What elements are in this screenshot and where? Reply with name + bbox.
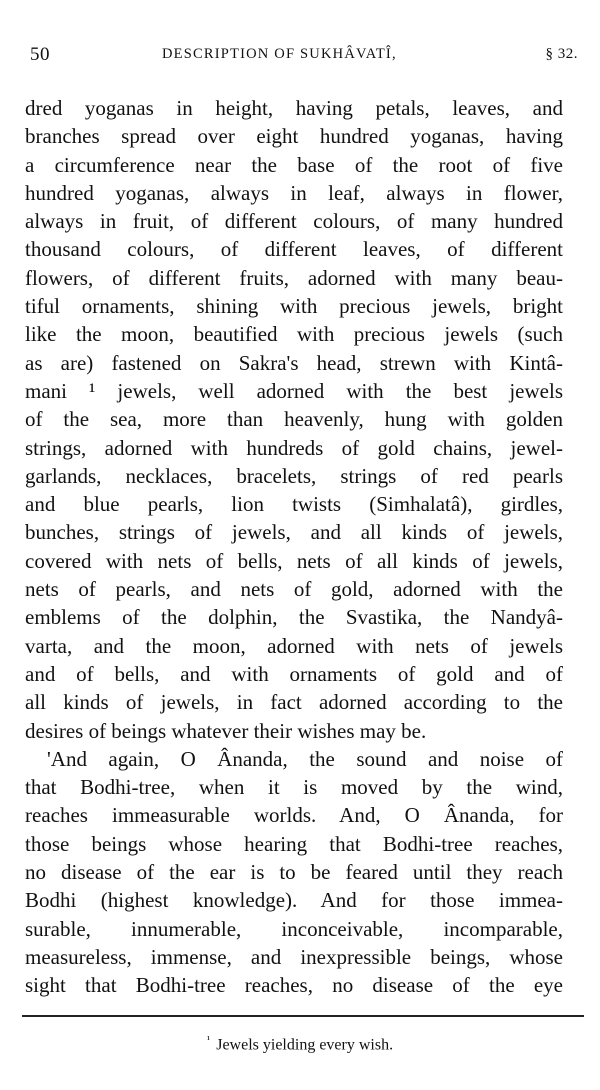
footnote-marker: ¹	[206, 1034, 211, 1046]
text-line: 'And again, O Ânanda, the sound and noise of	[47, 746, 563, 771]
section-number: § 32.	[545, 46, 578, 62]
text-line: thousand colours, of different leaves, of different	[25, 237, 563, 262]
text-line: covered with nets of bells, nets of all kinds of jewels,	[25, 548, 563, 573]
footnote-divider	[22, 1015, 584, 1017]
text-line: emblems of the dolphin, the Svastika, the Nandyâ-	[25, 605, 563, 630]
text-line: Bodhi (highest knowledge). And for those immea-	[25, 888, 563, 913]
text-line: tiful ornaments, shining with precious jewels, bright	[25, 294, 563, 319]
text-line: reaches immeasurable worlds. And, O Ânanda, for	[25, 803, 563, 828]
text-line: that Bodhi-tree, when it is moved by the wind,	[25, 775, 563, 800]
text-line: and blue pearls, lion twists (Simhalatâ), girdles,	[25, 492, 563, 517]
page-number: 50	[30, 44, 50, 65]
text-line: varta, and the moon, adorned with nets of jewels	[25, 633, 563, 658]
text-line: nets of pearls, and nets of gold, adorned with the	[25, 577, 563, 602]
text-line: those beings whose hearing that Bodhi-tree reaches,	[25, 831, 563, 856]
text-line: bunches, strings of jewels, and all kinds of jewels,	[25, 520, 563, 545]
text-line: sight that Bodhi-tree reaches, no disease of the eye	[25, 973, 563, 998]
text-line: mani ¹ jewels, well adorned with the best jewels	[25, 378, 563, 403]
text-line: strings, adorned with hundreds of gold chains, jewel-	[25, 435, 563, 460]
text-line: of the sea, more than heavenly, hung with golden	[25, 407, 563, 432]
body-text	[25, 94, 563, 1000]
footnote	[0, 1034, 600, 1054]
text-line: as are) fastened on Sakra's head, strewn with Kintâ-	[25, 350, 563, 375]
text-line: flowers, of different fruits, adorned with many beau-	[25, 265, 563, 290]
text-line: measureless, immense, and inexpressible beings, whose	[25, 944, 563, 969]
text-line: dred yoganas in height, having petals, leaves, and	[25, 96, 563, 120]
text-line: desires of beings whatever their wishes may be.	[25, 718, 427, 743]
text-line: branches spread over eight hundred yoganas, having	[25, 124, 563, 149]
running-title: DESCRIPTION OF SUKHÂVATÎ,	[162, 46, 397, 62]
footnote-text: Jewels yielding every wish.	[216, 1036, 394, 1054]
text-line: all kinds of jewels, in fact adorned according to the	[25, 690, 563, 715]
text-line: hundred yoganas, always in leaf, always in flower,	[25, 180, 563, 205]
running-header	[22, 40, 580, 70]
text-line: no disease of the ear is to be feared until they reach	[25, 860, 563, 885]
text-line: surable, innumerable, inconceivable, incomparable,	[25, 916, 563, 941]
text-line: garlands, necklaces, bracelets, strings of red pearls	[25, 463, 563, 488]
text-line: like the moon, beautified with precious jewels (such	[25, 322, 563, 347]
text-line: always in fruit, of different colours, of many hundred	[25, 209, 563, 234]
text-line: and of bells, and with ornaments of gold and of	[25, 661, 563, 686]
text-line: a circumference near the base of the root of five	[25, 152, 563, 177]
